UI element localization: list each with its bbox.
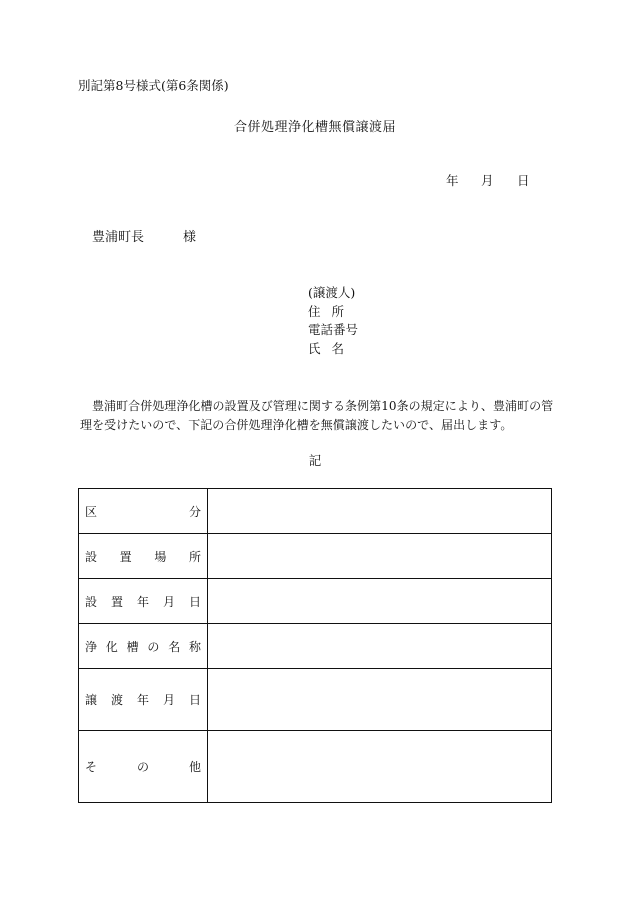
row-label-char: 設 [85, 594, 98, 609]
row-label-char: 他 [188, 760, 201, 774]
row-value-cell[interactable] [208, 669, 552, 731]
row-label-char: 名 [168, 639, 181, 654]
table-row [79, 489, 552, 534]
row-label-char: そ [85, 760, 98, 774]
row-label-cell [79, 669, 208, 731]
row-value-cell[interactable] [208, 624, 552, 669]
row-label-cell [79, 489, 208, 534]
row-label-char: 置 [110, 594, 123, 609]
addressee-honorific: 様 [183, 230, 197, 245]
row-label-char: の [136, 760, 149, 774]
date-year-label: 年 [446, 173, 459, 188]
row-label-char: 置 [119, 549, 132, 564]
applicant-address-label: 住所 [308, 304, 356, 319]
row-label-cell [79, 579, 208, 624]
row-label-char: 譲 [85, 693, 98, 707]
row-label-char: 日 [188, 594, 201, 609]
row-label-char: 称 [188, 639, 201, 654]
row-label-char: 槽 [126, 639, 139, 654]
table-row [79, 731, 552, 803]
row-label-char: 場 [154, 549, 167, 564]
table-row [79, 624, 552, 669]
table-row [79, 669, 552, 731]
row-label [85, 548, 201, 565]
date-month-label: 月 [481, 173, 494, 188]
row-label-char: 浄 [85, 639, 98, 654]
row-label-char: 化 [105, 639, 118, 654]
form-number-label: 別記第8号様式(第6条関係) [78, 78, 229, 93]
row-label-char: 所 [188, 549, 201, 564]
row-label [85, 503, 201, 520]
row-label-cell [79, 534, 208, 579]
details-table [78, 488, 552, 803]
addressee-name: 豊浦町長 [92, 230, 145, 245]
date-day-label: 日 [517, 173, 530, 188]
row-label-cell [79, 731, 208, 803]
row-label [85, 593, 201, 610]
ki-heading: 記 [308, 453, 322, 468]
row-label-char: の [147, 639, 160, 654]
table-row [79, 534, 552, 579]
row-label-char: 月 [162, 693, 175, 707]
row-label-char: 日 [188, 693, 201, 707]
table-row [79, 579, 552, 624]
row-label-char: 区 [85, 504, 98, 519]
details-table-body [79, 489, 552, 803]
row-label-char: 年 [136, 693, 149, 707]
applicant-heading: (譲渡人) [308, 285, 356, 300]
applicant-phone-label: 電話番号 [308, 322, 359, 337]
row-value-cell[interactable] [208, 489, 552, 534]
row-label [85, 758, 201, 775]
row-label [85, 638, 201, 655]
row-label-char: 年 [136, 594, 149, 609]
row-value-cell[interactable] [208, 534, 552, 579]
document-title: 合併処理浄化槽無償譲渡届 [233, 120, 396, 135]
row-label-char: 渡 [110, 693, 123, 707]
row-value-cell[interactable] [208, 731, 552, 803]
row-label-cell [79, 624, 208, 669]
row-value-cell[interactable] [208, 579, 552, 624]
row-label [85, 691, 201, 708]
notification-body-text: 豊浦町合併処理浄化槽の設置及び管理に関する条例第10条の規定により、豊浦町の管理を受けたいので、下記の合併処理浄化槽を無償譲渡したいので、届出します。 [80, 399, 554, 432]
applicant-name-label: 氏名 [308, 341, 356, 356]
row-label-char: 設 [85, 549, 98, 564]
row-label-char: 月 [162, 594, 175, 609]
row-label-char: 分 [188, 504, 201, 519]
